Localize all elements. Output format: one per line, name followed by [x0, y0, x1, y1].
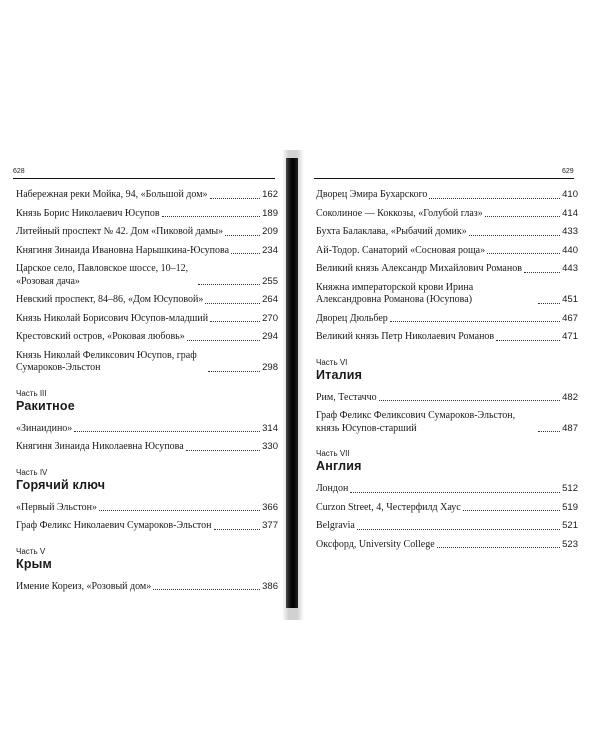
toc-entry-page: 255: [262, 275, 278, 287]
toc-entry-page: 410: [562, 189, 578, 200]
dot-leader: [437, 547, 560, 548]
toc-entry-page: 264: [262, 294, 278, 305]
toc-entry-page: 298: [262, 362, 278, 373]
toc-entry[interactable]: [316, 410, 578, 435]
part-title: Крым: [16, 556, 52, 571]
toc-entry[interactable]: [316, 189, 578, 202]
dot-leader: [205, 303, 260, 304]
dot-leader: [379, 400, 560, 401]
toc-entry-page: 440: [562, 244, 578, 256]
dot-leader: [496, 340, 560, 341]
dot-leader: [469, 235, 560, 236]
toc-entry-title: Княжна императорской крови Ирина Александровна Романова (Юсупова): [316, 281, 474, 305]
dot-leader: [198, 284, 260, 285]
part-label: Часть VI: [316, 357, 348, 367]
dot-leader: [350, 492, 560, 493]
part-title: Англия: [316, 459, 362, 473]
dot-leader: [186, 450, 260, 451]
toc-entry-page: 330: [262, 441, 278, 452]
toc-entry[interactable]: [16, 294, 278, 307]
toc-entry-page: 366: [262, 501, 278, 513]
toc-entry-title: Дворец Эмира Бухарского: [316, 189, 428, 200]
dot-leader: [487, 253, 560, 254]
toc-entry-title: Царское село, Павловское шоссе, 10–12, «Розовая дача»: [16, 263, 189, 287]
toc-entry-page: 377: [262, 520, 278, 531]
toc-entry[interactable]: [16, 189, 278, 202]
page-number: 629: [562, 168, 574, 175]
header-rule: [314, 178, 574, 179]
dot-leader: [208, 371, 260, 372]
left-page: [0, 0, 286, 750]
toc-entry[interactable]: [16, 313, 278, 326]
toc-entry-page: 189: [262, 207, 278, 219]
toc-entry-title: Граф Феликс Николаевич Сумароков-Эльстон: [16, 520, 212, 531]
dot-leader: [538, 431, 560, 432]
toc-entry[interactable]: [316, 483, 578, 496]
dot-leader: [214, 529, 261, 530]
toc-entry[interactable]: [16, 441, 278, 454]
toc-entry-title: Дворец Дюльбер: [316, 312, 388, 324]
toc-entry[interactable]: [316, 539, 578, 552]
dot-leader: [231, 253, 260, 254]
toc-entry-title: Бухта Балаклава, «Рыбачий домик»: [316, 226, 467, 237]
dot-leader: [429, 198, 560, 199]
toc-entry[interactable]: [16, 226, 278, 239]
toc-entry-page: 433: [562, 226, 578, 237]
toc-entry[interactable]: [16, 245, 278, 258]
part-label: Часть IV: [16, 467, 48, 477]
toc-entry-title: Рим, Тестаччо: [316, 391, 377, 403]
dot-leader: [538, 303, 560, 304]
toc-entry-page: 294: [262, 331, 278, 342]
toc-entry[interactable]: [16, 423, 278, 436]
toc-entry-title: «Зинаидино»: [16, 422, 73, 434]
dot-leader: [225, 235, 260, 236]
toc-entry-title: Великий князь Петр Николаевич Романов: [316, 331, 495, 342]
part-label: Часть VII: [316, 449, 350, 458]
book-spine: [286, 158, 298, 608]
toc-entry-page: 451: [562, 294, 578, 305]
toc-entry-page: 314: [262, 422, 278, 434]
toc-entry-page: 523: [562, 538, 578, 550]
toc-entry-title: Крестовский остров, «Роковая любовь»: [16, 331, 185, 342]
toc-entry-title: Великий князь Александр Михайлович Романов: [316, 263, 522, 274]
toc-entry[interactable]: [316, 502, 578, 515]
toc-entry[interactable]: [16, 581, 278, 594]
toc-list: [16, 189, 278, 599]
dot-leader: [210, 198, 261, 199]
toc-entry[interactable]: [16, 331, 278, 344]
toc-entry-title: Оксфорд, University College: [316, 538, 435, 550]
dot-leader: [463, 510, 560, 511]
toc-entry-title: Belgravia: [316, 520, 355, 531]
dot-leader: [357, 529, 560, 530]
toc-entry-page: 386: [262, 580, 278, 592]
right-page: [300, 0, 600, 750]
toc-entry-page: 414: [562, 207, 578, 219]
toc-entry[interactable]: [316, 313, 578, 326]
toc-entry-page: 471: [562, 331, 578, 342]
toc-entry[interactable]: [316, 208, 578, 221]
toc-entry[interactable]: [16, 502, 278, 515]
toc-entry-page: 270: [262, 312, 278, 324]
toc-entry-page: 467: [562, 312, 578, 324]
dot-leader: [99, 510, 260, 511]
dot-leader: [162, 216, 261, 217]
toc-entry-title: Имение Кореиз, «Розовый дом»: [16, 580, 152, 592]
toc-entry-page: 209: [262, 226, 278, 237]
toc-entry[interactable]: [16, 263, 278, 288]
toc-entry[interactable]: [316, 282, 578, 307]
part-label: Часть V: [16, 546, 46, 556]
toc-entry-page: 162: [262, 189, 278, 200]
part-title: Италия: [316, 367, 363, 382]
part-title: Ракитное: [16, 398, 75, 413]
part-title: Горячий ключ: [16, 477, 106, 492]
toc-entry-title: Curzon Street, 4, Честерфилд Хаус: [316, 501, 461, 513]
toc-entry[interactable]: [16, 520, 278, 533]
toc-entry[interactable]: [316, 331, 578, 344]
toc-entry-title: Лондон: [316, 483, 349, 494]
toc-entry-title: Невский проспект, 84–86, «Дом Юсуповой»: [16, 294, 204, 305]
header-rule: [13, 178, 275, 179]
toc-entry-page: 234: [262, 244, 278, 256]
dot-leader: [524, 272, 560, 273]
toc-entry[interactable]: [316, 226, 578, 239]
toc-entry-page: 512: [562, 483, 578, 494]
toc-entry-title: «Первый Эльстон»: [16, 501, 98, 513]
dot-leader: [153, 589, 260, 590]
toc-entry[interactable]: [16, 208, 278, 221]
page-number: 628: [13, 168, 25, 175]
toc-entry-title: Граф Феликс Феликсович Сумароков-Эльстон, князь Юсупов-старший: [316, 410, 516, 434]
toc-entry-title: Соколиное — Коккозы, «Голубой глаз»: [316, 207, 483, 219]
toc-entry-title: Литейный проспект № 42. Дом «Пиковой дамы»: [16, 226, 224, 237]
toc-entry[interactable]: [316, 392, 578, 405]
toc-entry-title: Княгиня Зинаида Николаевна Юсупова: [16, 441, 184, 452]
dot-leader: [74, 431, 260, 432]
toc-entry-page: 443: [562, 263, 578, 274]
toc-entry-title: Князь Николай Борисович Юсупов-младший: [16, 312, 209, 324]
toc-entry-page: 521: [562, 520, 578, 531]
toc-entry-title: Ай-Тодор. Санаторий «Сосновая роща»: [316, 244, 486, 256]
part-label: Часть III: [16, 388, 47, 398]
dot-leader: [187, 340, 260, 341]
toc-entry-title: Набережная реки Мойка, 94, «Большой дом»: [16, 189, 208, 200]
toc-entry[interactable]: [316, 263, 578, 276]
toc-entry-title: Княгиня Зинаида Ивановна Нарышкина-Юсупова: [16, 244, 230, 256]
toc-entry-page: 519: [562, 501, 578, 513]
dot-leader: [485, 216, 560, 217]
toc-entry-title: Князь Николай Феликсович Юсупов, граф Сумароков-Эльстон: [16, 349, 197, 373]
toc-entry[interactable]: [16, 350, 278, 375]
dot-leader: [210, 321, 260, 322]
toc-entry[interactable]: [316, 520, 578, 533]
toc-list: [316, 189, 578, 557]
toc-entry-title: Князь Борис Николаевич Юсупов: [16, 207, 160, 219]
dot-leader: [390, 321, 560, 322]
toc-entry-page: 482: [562, 391, 578, 403]
toc-entry[interactable]: [316, 245, 578, 258]
toc-entry-page: 487: [562, 422, 578, 434]
